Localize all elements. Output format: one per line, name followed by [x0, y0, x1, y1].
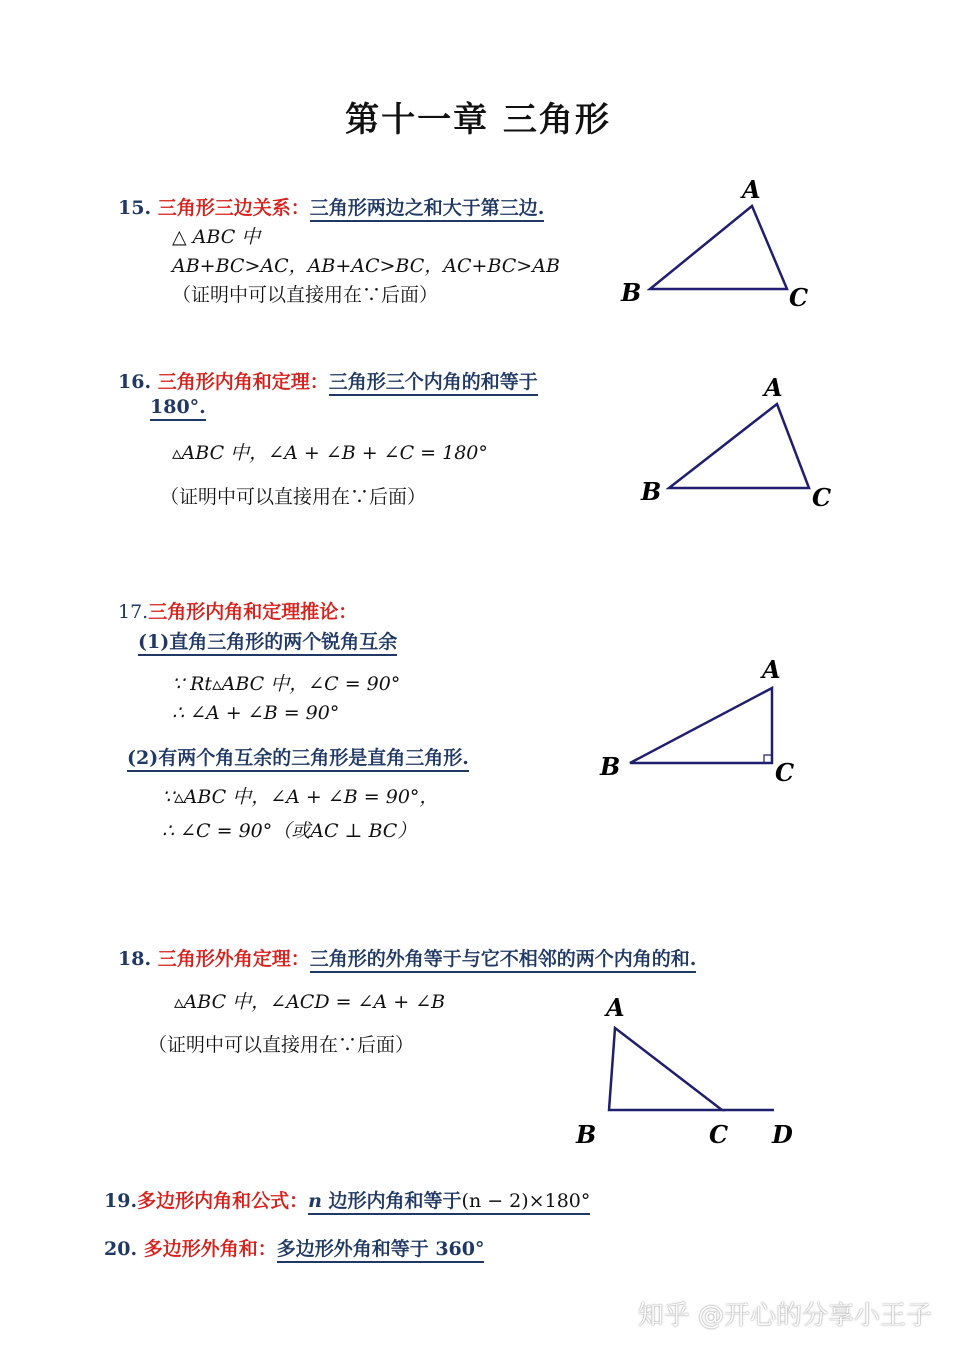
section-number: 20.	[104, 1238, 138, 1260]
s17-line-2: ∴ ∠A + ∠B = 90°	[172, 702, 340, 724]
section-number: 16.	[118, 371, 152, 393]
vertex-label: B	[641, 477, 662, 506]
theorem-statement: 三角形的外角等于与它不相邻的两个内角的和.	[310, 948, 697, 973]
theorem-name: 三角形三边关系：	[157, 197, 310, 219]
theorem-name: 多边形外角和：	[143, 1238, 277, 1260]
vertex-label: C	[775, 758, 795, 787]
section-number: 17.	[118, 601, 149, 623]
vertex-label: A	[762, 655, 781, 684]
figure-16-triangle	[640, 373, 831, 512]
vertex-label: C	[812, 483, 832, 512]
vertex-label: B	[576, 1120, 597, 1149]
section-number: 19.	[104, 1190, 138, 1212]
vertex-label: C	[789, 283, 809, 312]
vertex-label: A	[764, 373, 783, 402]
theorem-statement-1: 三角形三个内角的和等于	[329, 371, 538, 396]
figure-18-exterior-angle	[575, 993, 793, 1149]
s17-line-3: ∵▵ABC 中，∠A + ∠B = 90°，	[162, 786, 439, 808]
s15-line-3: （证明中可以直接用在∵后面）	[172, 284, 439, 306]
theorem-name: 三角形内角和定理：	[157, 371, 329, 393]
s18-line-2: （证明中可以直接用在∵后面）	[148, 1034, 415, 1056]
corollary-1: (1)直角三角形的两个锐角互余	[138, 631, 397, 656]
s15-line-1: △ ABC 中	[172, 226, 261, 248]
vertex-label: C	[709, 1120, 729, 1149]
figure-17-right-triangle	[599, 655, 794, 787]
vertex-label: A	[606, 993, 625, 1022]
s16-line-2: （证明中可以直接用在∵后面）	[160, 486, 427, 508]
theorem-statement: 三角形两边之和大于第三边.	[310, 197, 545, 222]
page-title: 第十一章 三角形	[345, 100, 611, 140]
vertex-label: B	[621, 278, 642, 307]
n-variable: n	[308, 1190, 322, 1212]
s18-line-1: ▵ABC 中，∠ACD = ∠A + ∠B	[174, 991, 446, 1013]
watermark: 知乎 @开心的分享小王子	[637, 1301, 932, 1331]
formula: (n − 2)×180°	[461, 1190, 591, 1212]
s15-line-2: AB+BC>AC，AB+AC>BC，AC+BC>AB	[172, 255, 560, 277]
theorem-statement: 多边形外角和等于 360°	[277, 1238, 485, 1263]
vertex-label: B	[600, 752, 621, 781]
section-number: 15.	[118, 197, 152, 219]
vertex-label: D	[772, 1120, 793, 1149]
s17-line-4: ∴ ∠C = 90°（或AC ⊥ BC）	[162, 820, 417, 842]
s17-line-1: ∵ Rt▵ABC 中，∠C = 90°	[172, 673, 401, 695]
vertex-label: A	[742, 175, 761, 204]
section-number: 18.	[118, 948, 152, 970]
corollary-2: (2)有两个角互余的三角形是直角三角形.	[127, 747, 469, 772]
theorem-name: 三角形外角定理：	[157, 948, 310, 970]
s16-line-1: ▵ABC 中，∠A + ∠B + ∠C = 180°	[172, 442, 488, 464]
theorem-name: 三角形内角和定理推论：	[148, 601, 358, 623]
theorem-text: 边形内角和等于	[321, 1190, 462, 1212]
theorem-name: 多边形内角和公式：	[137, 1190, 309, 1212]
figure-15-triangle	[620, 175, 808, 312]
theorem-statement-2: 180°.	[150, 396, 206, 421]
